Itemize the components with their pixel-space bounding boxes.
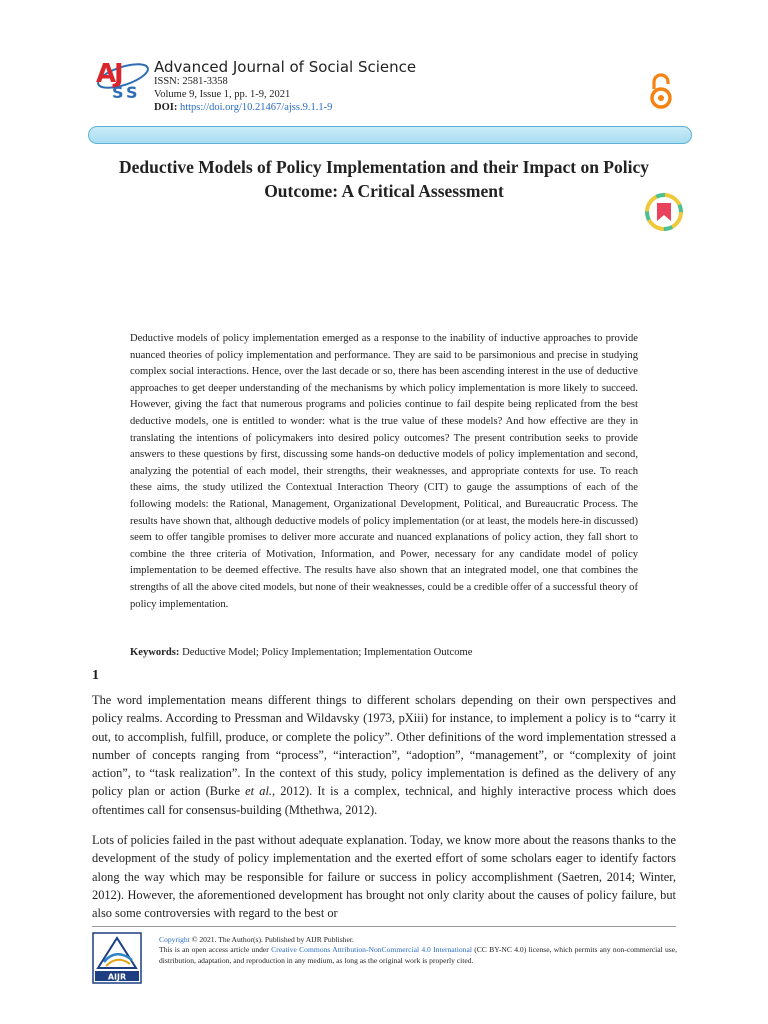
abstract-text: Deductive models of policy implementation emerged as a response to the inability of inductive approaches to provide nuanced theories of policy implementation and performance. They are said to be parsimonious and precise in studying complex social interactions. Hence, over the last decade or so, there has been ascending interest in the use of deductive approaches to get deeper understanding of the mechanisms by which policy implementation is more likely to succeed. However, giving the fact that numerous programs and policies continue to fail despite being replicated from the best deductive models, one is entitled to wonder: what is the true value of these models? And how effective are they in translating the intentions of policymakers into desired policy outcomes? The present contribution seeks to provide answers to these questions by first, discussing some hands-on deductive models of policy implementation and second, analyzing the potential of each model, their strengths, their weaknesses, and appropriate contexts for use. To reach these aims, the study utilized the Contextual Interaction Theory (CIT) to gauge the assumptions of each of the following models: the Rational, Management, Organizational Development, Political, and Bureaucratic Process. The results have shown that, although deductive models of policy implementation (or at least, the models here-in discussed) seem to offer tangible promises to deliver more accurate and nuanced explanations of policy action, they fall short to combine the three criteria of Motivation, Information, and Power, necessary for any candidate model of policy implementation to be deemed effective. The results have also shown that an integrated model, one that combines the strengths of all the above cited models, but none of their weaknesses, could be a credible offer of a successful theory of policy implementation. [130, 333, 638, 610]
license-line [159, 945, 677, 966]
license-link[interactable]: Creative Commons Attribution-NonCommercial 4.0 International [271, 945, 472, 955]
doi-line [154, 102, 332, 113]
issn-label: ISSN: [154, 76, 180, 87]
aijr-logo-icon [92, 932, 142, 984]
journal-logo [92, 52, 154, 102]
license-rest: license, which permits any non-commercial use, distribution, adaptation, and reproduction in any medium, as long as the original work is properly cited. [159, 945, 677, 965]
volume-line: Volume 9, Issue 1, pp. 1-9, 2021 [154, 89, 291, 100]
doi-link[interactable]: https://doi.org/10.21467/ajss.9.1.1-9 [179, 102, 333, 113]
issn-line [154, 76, 228, 87]
svg-text:S: S [112, 83, 124, 102]
aijr-logo-text: AIJR [107, 972, 127, 982]
section-heading: 1 [92, 668, 99, 683]
svg-text:A: A [96, 59, 117, 89]
copyright-text: © 2021. The Author(s). Published by AIJR Publisher. [189, 935, 354, 944]
article-title: Deductive Models of Policy Implementation and their Impact on Policy Outcome: A Critical Assessment [119, 157, 649, 201]
aijr-logo [92, 932, 142, 984]
keywords-label: Keywords: [130, 647, 180, 658]
crossmark-icon[interactable] [644, 192, 684, 232]
keywords-text: Deductive Model; Policy Implementation; Implementation Outcome [182, 647, 473, 658]
body-paragraph-2: Lots of policies failed in the past without adequate explanation. Today, we know more about the reasons thanks to the development of the study of policy implementation and the exerted effort of some scholars eager to identify factors along the way which may be responsible for failure or success in policy accomplishment (Saetren, 2014; Winter, 2012). However, the aforementioned development has brought not only clarity about the causes of policy failure, but also some controversies with regard to the best or [92, 833, 676, 921]
license-intro: This is an open access article under [159, 945, 272, 955]
journal-name: Advanced Journal of Social Science [154, 58, 417, 76]
doi-label: DOI: [154, 102, 178, 113]
open-access-icon[interactable] [646, 72, 676, 110]
copyright-link[interactable]: Copyright [159, 935, 190, 944]
license-notice [159, 935, 677, 966]
p1-italic: et al. [245, 784, 272, 799]
p1-text-a: The word implementation means different things to different scholars depending on their own perspectives and policy realms. According to Pressman and Wildavsky (1973, pXiii) for instance, to implement a policy is to “carry it out, to accomplish, fulfill, produce, or complete the policy”. Other definitions of the word implementation stressed a number of concepts ranging from “process”, “interaction”, “adoption”, “management”, or “complexity of joint action”, to “task realization”. In the context of this study, policy implementation is defined as the delivery of any policy plan or action (Burke [92, 693, 676, 799]
ajss-logo-icon [92, 52, 154, 102]
header-divider-bar [88, 126, 692, 144]
footer-divider [92, 926, 676, 927]
svg-text:J: J [114, 59, 124, 89]
copyright-line [159, 935, 677, 945]
issn-value: 2581-3358 [182, 76, 228, 87]
license-abbr: (CC BY-NC 4.0) [471, 945, 527, 955]
keywords-line [130, 647, 650, 658]
p1-text-b: , 2012). It is a complex, technical, and highly interactive process which does oftentimes call for consensus-building (Mthethwa, 2012). [92, 784, 677, 817]
svg-text:S: S [126, 83, 138, 102]
body-paragraph-1 [92, 691, 676, 819]
